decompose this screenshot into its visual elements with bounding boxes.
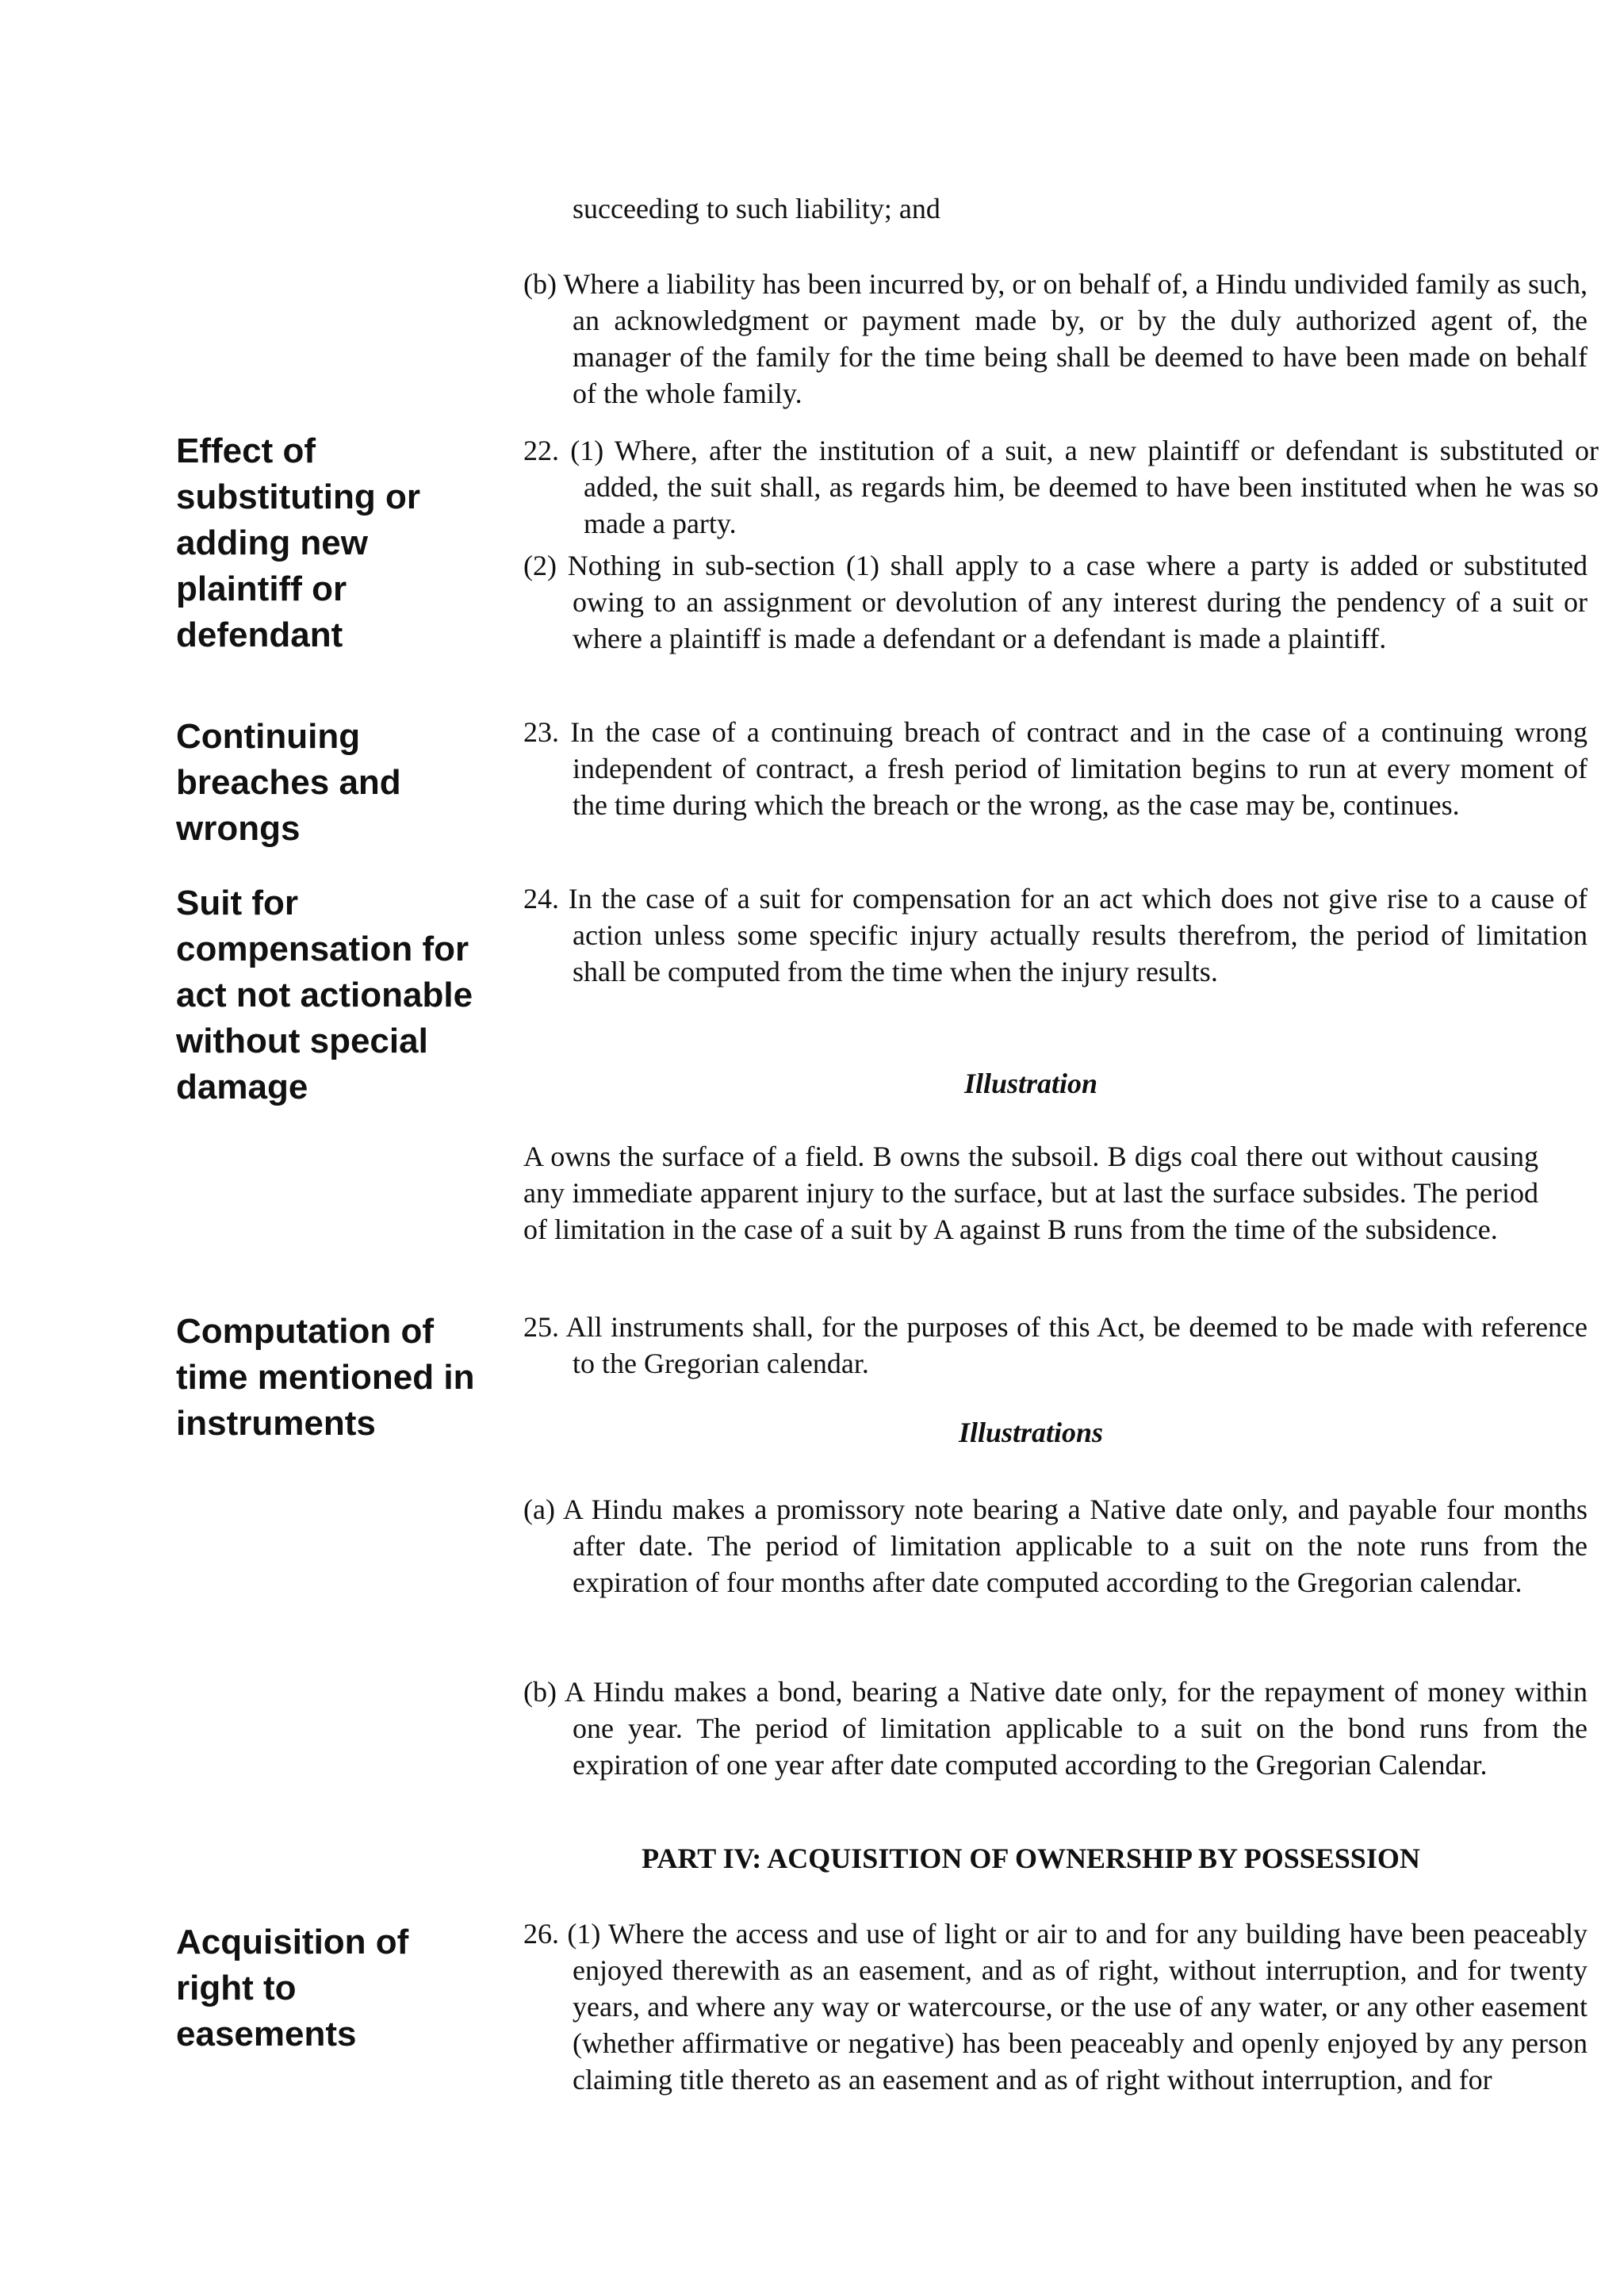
illustrations-heading: Illustrations xyxy=(958,1417,1104,1448)
illustration-heading: Illustration xyxy=(963,1068,1098,1099)
continuation-line: succeeding to such liability; and xyxy=(573,193,940,224)
section-23-text: 23. In the case of a continuing breach of contract and in the case of a continuing wrong independent of contract, a fresh period of limitation begins to run at every moment of the time during which the breach or the wrong, as the case may be, continues. xyxy=(523,716,1588,821)
margin-note-section-23: Continuing breaches and wrongs xyxy=(176,717,401,848)
section-22-subsection-1: 22. (1) Where, after the institution of a suit, a new plaintiff or defendant is substituted or added, the suit shall, as regards him, be deemed to have been instituted when he was so made a party. xyxy=(523,435,1599,539)
margin-note-section-26: Acquisition of right to easements xyxy=(176,1923,409,2053)
section-24-text: 24. In the case of a suit for compensation for an act which does not give rise to a cause of action unless some specific injury actually results therefrom, the period of limitation shall be computed from the time when the injury results. xyxy=(523,883,1588,987)
section-25-illustration-b: (b) A Hindu makes a bond, bearing a Native date only, for the repayment of money within one year. The period of limitation applicable to a suit on the bond runs from the expiration of one year after date computed according to the Gregorian Calendar. xyxy=(523,1676,1588,1781)
section-25-illustration-a: (a) A Hindu makes a promissory note bearing a Native date only, and payable four months after date. The period of limitation applicable to a suit on the note runs from the expiration of four months after date computed according to the Gregorian calendar. xyxy=(523,1494,1588,1598)
section-25-text: 25. All instruments shall, for the purposes of this Act, be deemed to be made with reference to the Gregorian calendar. xyxy=(523,1311,1588,1379)
margin-note-section-24: Suit for compensation for act not actionable without special damage xyxy=(176,884,473,1106)
part-iv-heading: PART IV: ACQUISITION OF OWNERSHIP BY POSSESSION xyxy=(642,1842,1420,1874)
margin-note-section-22: Effect of substituting or adding new plaintiff or defendant xyxy=(176,431,420,654)
section-22-subsection-2: (2) Nothing in sub-section (1) shall apply to a case where a party is added or substituted owing to an assignment or devolution of any interest during the pendency of a suit or where a plaintiff is made a defendant or a defendant is made a plaintiff. xyxy=(523,550,1588,654)
section-24-illustration: A owns the surface of a field. B owns the subsoil. B digs coal there out without causing any immediate apparent injury to the surface, but at last the surface subsides. The period of limitation in the case of a suit by A against B runs from the time of the subsidence. xyxy=(523,1141,1538,1245)
section-21-clause-b: (b) Where a liability has been incurred by, or on behalf of, a Hindu undivided family as such, an acknowledgment or payment made by, or by the duly authorized agent of, the manager of the family for the time being shall be deemed to have been made on behalf of the whole family. xyxy=(523,268,1588,409)
margin-note-section-25: Computation of time mentioned in instruments xyxy=(176,1312,475,1443)
section-26-subsection-1: 26. (1) Where the access and use of light or air to and for any building have been peaceably enjoyed therewith as an easement, and as of right, without interruption, and for twenty years, and where any way or watercourse, or the use of any water, or any other easement (whether affirmative or negative) has been peaceably and openly enjoyed by any person claiming title thereto as an easement and as of right without interruption, and for xyxy=(523,1918,1588,2096)
